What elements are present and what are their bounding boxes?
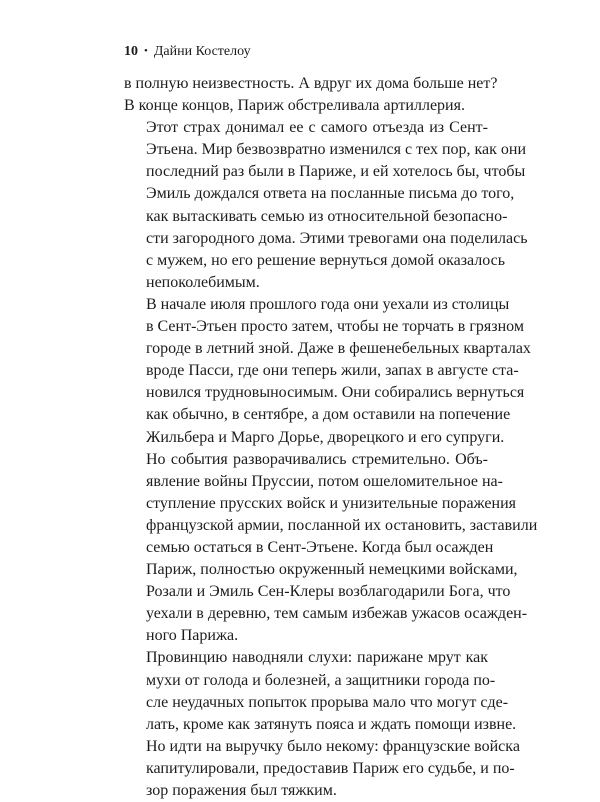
paragraph [124,73,498,117]
text-line: французской армии, посланной их остановить, заставили [146,516,538,534]
running-head [124,44,251,60]
text-line: с мужем, но его решение вернуться домой оказалось [146,251,506,269]
text-line: непоколебимым. [146,273,260,291]
author-name: Дайни Костелоу [153,44,251,59]
text-line: сле неудачных попыток прорыва мало что могут сде- [146,693,509,711]
text-line: ступление прусских войск и унизительные поражения [146,494,516,512]
text-line: зор поражения был тяжким. [146,782,337,799]
text-line: новился трудновыносимым. Они собирались вернуться [146,384,525,402]
text-line: В конце концов, Париж обстреливала артиллерия. [124,97,465,115]
text-line: Этьена. Мир безвозвратно изменился с тех пор, как они [146,141,527,159]
text-line: сти загородного дома. Этими тревогами она поделилась [146,229,528,247]
text-line: городе в летний зной. Даже в фешенебельных кварталах [146,340,531,358]
text-line: последний раз были в Париже, и ей хотелось бы, чтобы [146,163,526,181]
text-line: в Сент-Этьен просто затем, чтобы не торчать в грязном [146,318,524,336]
paragraph [124,294,538,648]
text-line: как вытаскивать семью из относительной безопасно- [146,207,508,225]
text-line: в полную неизвестность. А вдруг их дома больше нет? [124,75,498,92]
text-line: лать, кроме как затянуть пояса и ждать помощи извне. [146,715,517,733]
text-line: Этот страх донимал ее с самого отъезда из Сент- [146,119,488,137]
text-line: семью остаться в Сент-Этьене. Когда был осажден [146,538,494,556]
header-separator: • [144,45,148,57]
body-text [124,73,538,802]
text-line: Жильбера и Марго Дорье, дворецкого и его супруги. [146,428,505,446]
text-line: явление войны Пруссии, потом ошеломительное на- [146,472,503,490]
text-line: В начале июля прошлого года они уехали из столицы [146,295,510,313]
text-line: как обычно, в сентябре, а дом оставили на попечение [146,406,511,424]
page-number: 10 [124,44,138,59]
text-line: Розали и Эмиль Сен-Клеры возблагодарили Бога, что [146,583,511,601]
text-line: уехали в деревню, тем самым избежав ужасов осажден- [146,605,528,623]
text-line: капитулировали, предоставив Париж его судьбе, и по- [146,759,515,777]
text-line: ного Парижа. [146,627,239,645]
text-line: Эмиль дождался ответа на посланные письма до того, [146,185,515,203]
text-line: Париж, полностью окруженный немецкими войсками, [146,561,518,579]
paragraph [124,117,528,294]
paragraph [124,647,520,802]
text-line: вроде Пасси, где они теперь жили, запах в августе ста- [146,362,519,380]
text-line: мухи от голода и болезней, а защитники города по- [146,671,496,689]
text-line: Провинцию наводняли слухи: парижане мрут как [146,649,488,667]
text-line: Но идти на выручку было некому: французские войска [146,737,520,755]
text-line: Но события разворачивались стремительно. Объ- [146,450,488,468]
